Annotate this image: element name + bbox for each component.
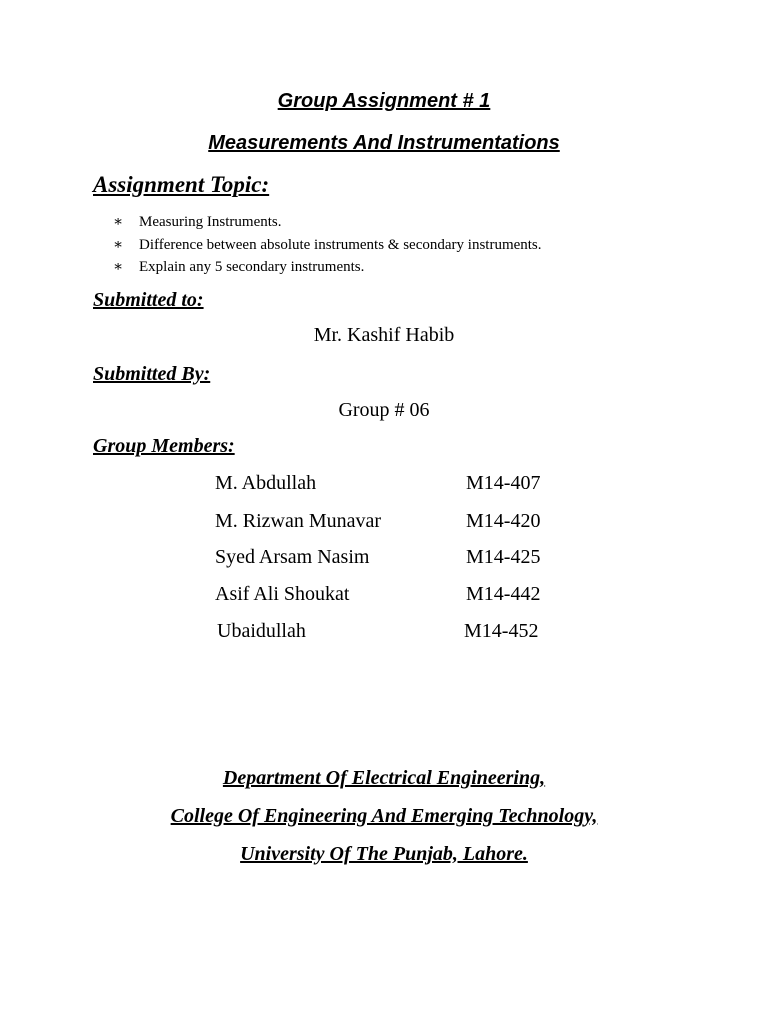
bullet-star-icon: ∗: [113, 236, 124, 253]
member-id: M14-407: [466, 472, 541, 494]
member-name: Ubaidullah: [217, 620, 306, 642]
topic-item-text: Explain any 5 secondary instruments.: [139, 259, 365, 275]
member-name: M. Abdullah: [215, 472, 317, 494]
topic-item: [113, 234, 542, 257]
assignment-title: Group Assignment # 1: [277, 90, 491, 112]
department-name: Department Of Electrical Engineering,: [222, 767, 546, 789]
member-name: Asif Ali Shoukat: [215, 583, 350, 605]
submitted-to-name: Mr. Kashif Habib: [313, 324, 455, 346]
submitted-to-heading: Submitted to:: [93, 289, 204, 311]
member-id: M14-425: [466, 546, 541, 568]
member-id: M14-420: [466, 510, 541, 532]
member-name: M. Rizwan Munavar: [215, 510, 382, 532]
university-name: University Of The Punjab, Lahore.: [240, 843, 528, 865]
group-number: Group # 06: [338, 399, 430, 421]
topic-item: [113, 211, 542, 234]
bullet-star-icon: ∗: [113, 259, 124, 275]
topic-item-text: Difference between absolute instruments & secondary instruments.: [139, 236, 542, 253]
course-title: Measurements And Instrumentations: [208, 132, 560, 154]
member-id: M14-442: [466, 583, 541, 605]
topic-item: [113, 256, 542, 279]
submitted-by-heading: Submitted By:: [93, 363, 211, 385]
member-name: Syed Arsam Nasim: [215, 546, 370, 568]
assignment-topic-heading: Assignment Topic:: [93, 172, 270, 197]
topic-list: [113, 211, 542, 279]
topic-item-text: Measuring Instruments.: [139, 214, 282, 230]
group-members-heading: Group Members:: [93, 435, 235, 457]
college-name: College Of Engineering And Emerging Technology,: [170, 805, 598, 827]
bullet-star-icon: ∗: [113, 214, 124, 230]
member-id: M14-452: [464, 620, 539, 642]
